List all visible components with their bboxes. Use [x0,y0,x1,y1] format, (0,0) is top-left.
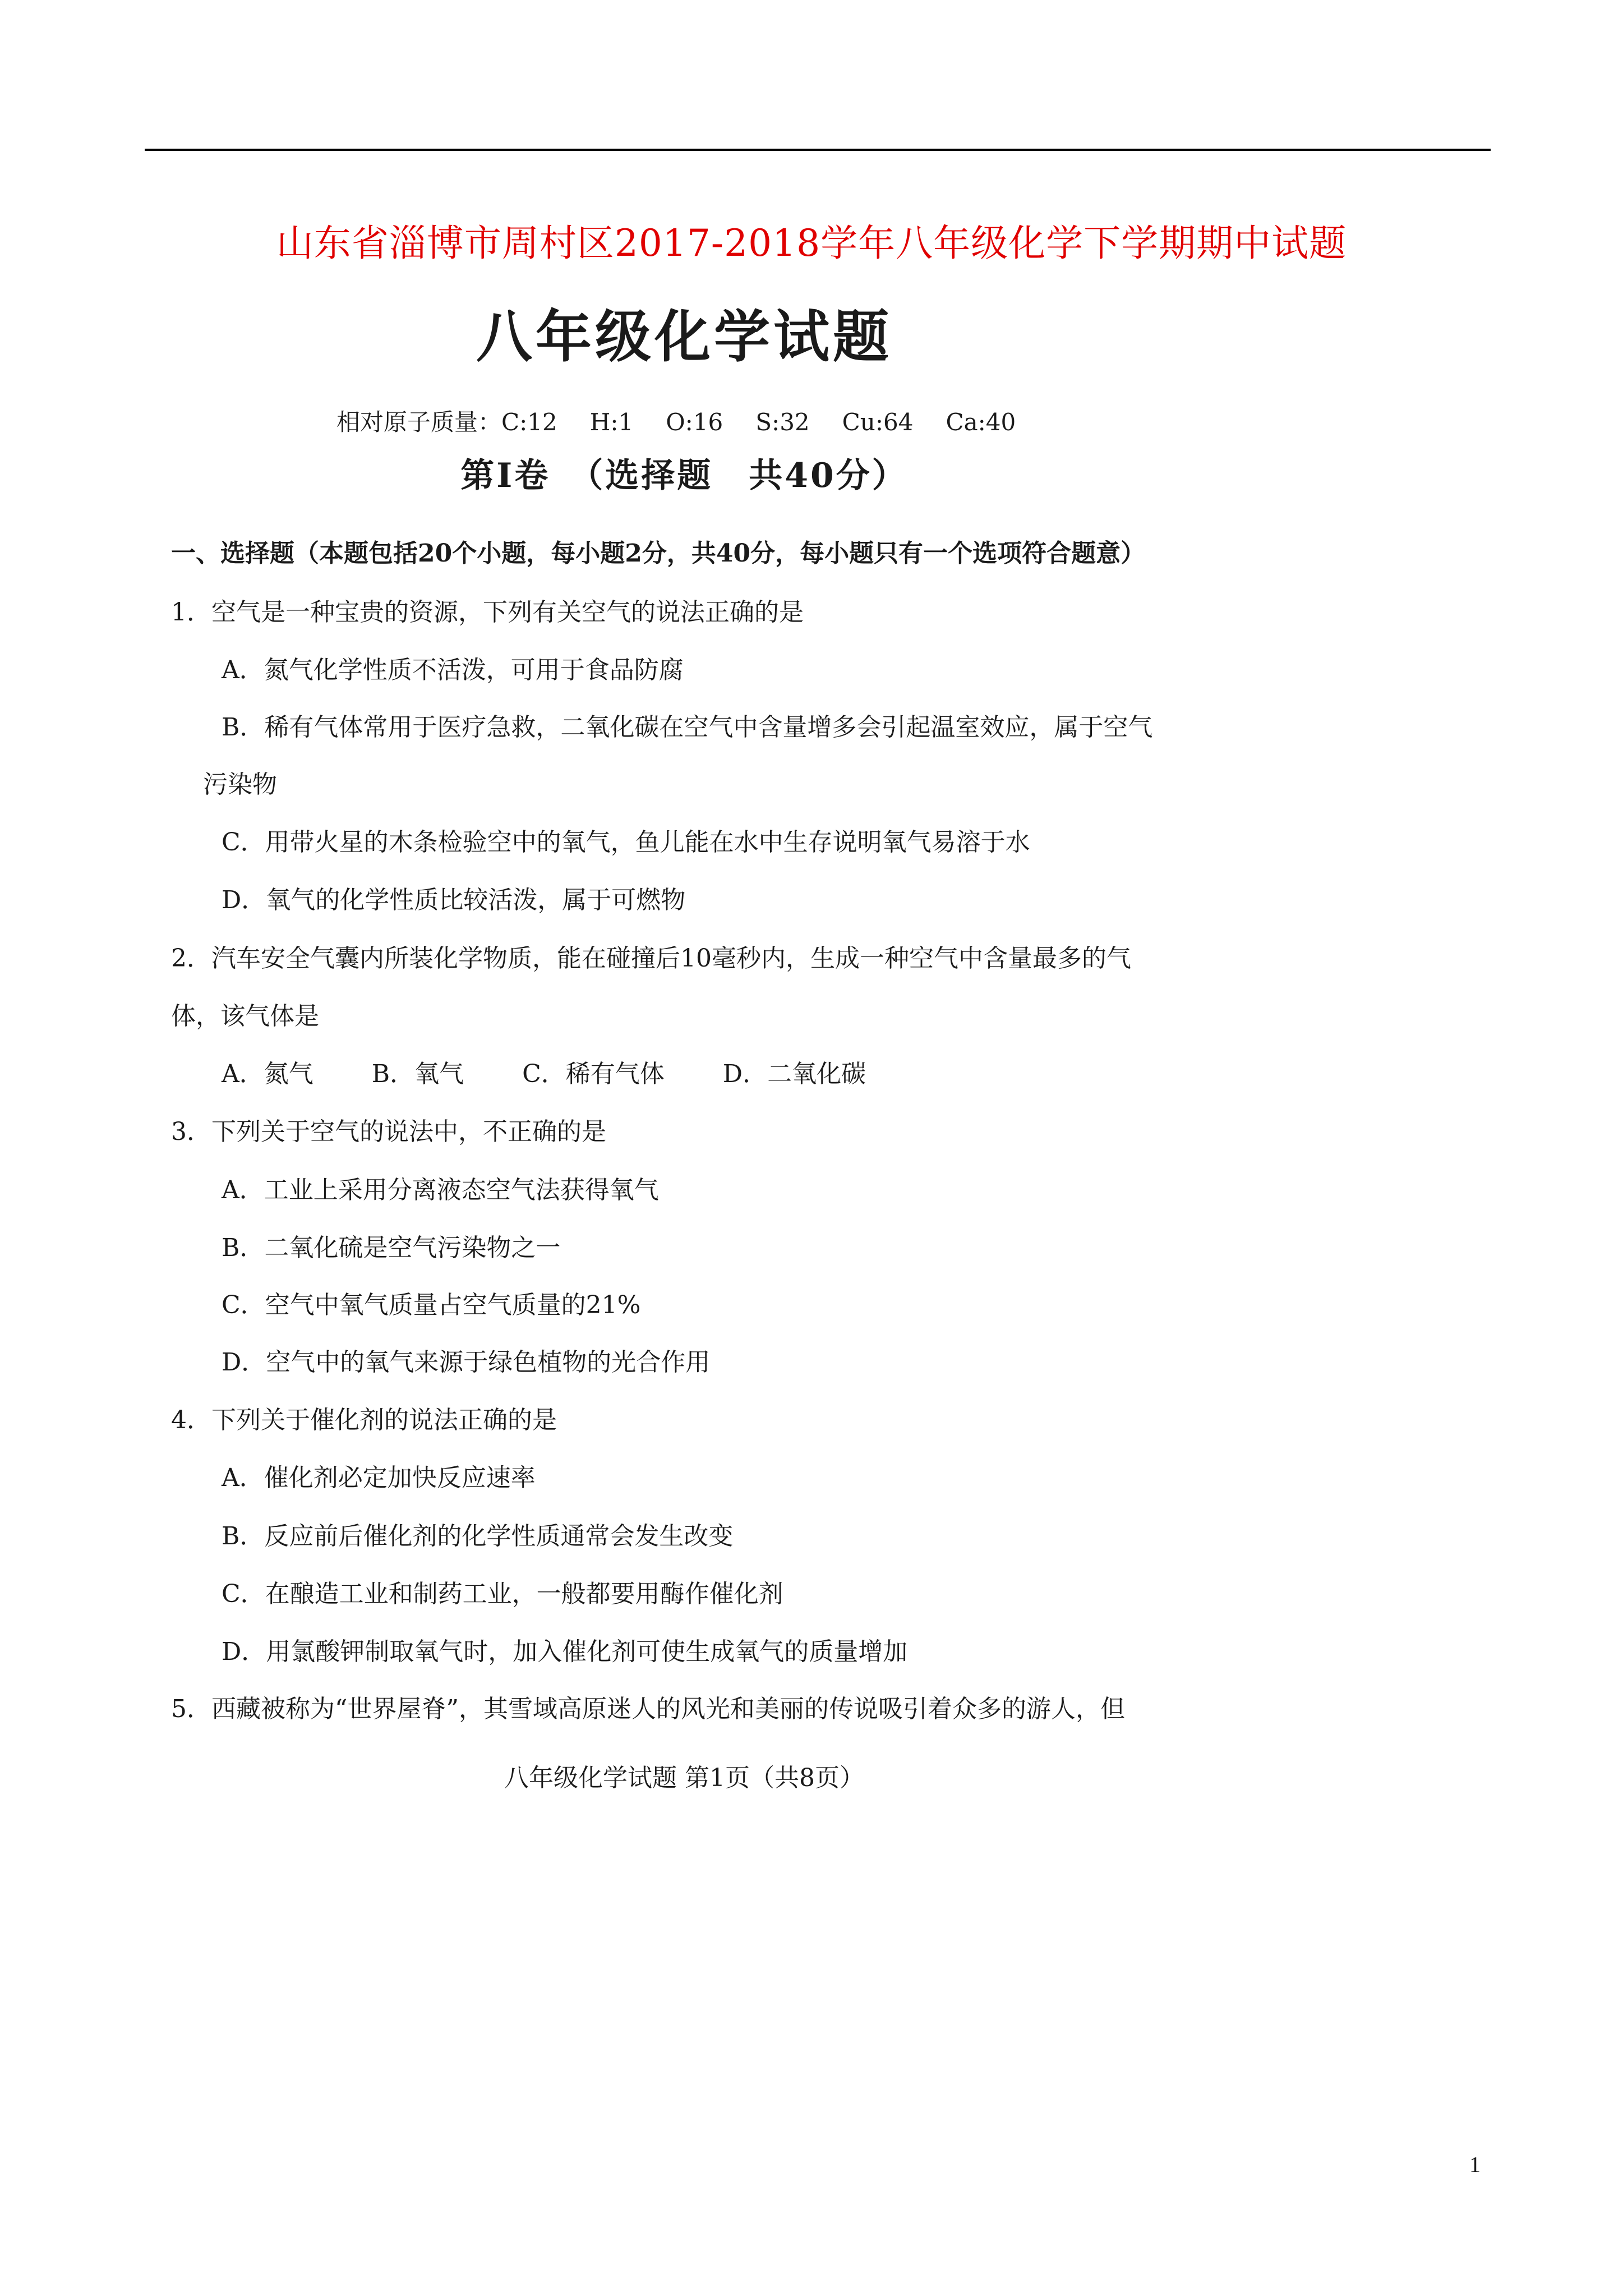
section-instructions: 一、选择题（本题包括20个小题，每小题2分，共40分，每小题只有一个选项符合题意） [171,539,1146,568]
question-4-option-c: C．在酿造工业和制药工业，一般都要用酶作催化剂 [222,1580,783,1608]
section-heading: 第Ⅰ卷 （选择题 共40分） [460,456,908,495]
page-number: 1 [1469,2152,1481,2177]
question-4-stem: 4．下列关于催化剂的说法正确的是 [171,1406,557,1434]
atomic-mass-ca: Ca:40 [946,408,1016,436]
exam-title: 八年级化学试题 [476,303,892,370]
question-3-option-b: B．二氧化硫是空气污染物之一 [222,1234,561,1262]
question-2-option-c: C．稀有气体 [522,1060,665,1088]
question-2-option-b: B．氧气 [371,1060,464,1088]
question-2-stem: 2．汽车安全气囊内所装化学物质，能在碰撞后10毫秒内，生成一种空气中含量最多的气 [171,944,1131,973]
question-1-option-d: D．氧气的化学性质比较活泼，属于可燃物 [222,886,686,914]
atomic-masses [336,404,1048,438]
question-1-stem: 1．空气是一种宝贵的资源，下列有关空气的说法正确的是 [171,598,804,627]
question-3-option-a: A．工业上采用分离液态空气法获得氧气 [222,1176,659,1204]
question-2-option-a: A．氮气 [222,1060,313,1088]
question-1-option-b-cont: 污染物 [203,770,277,799]
question-1-option-c: C．用带火星的木条检验空中的氧气，鱼儿能在水中生存说明氧气易溶于水 [222,828,1030,857]
question-3-stem: 3．下列关于空气的说法中，不正确的是 [171,1117,606,1146]
question-2-option-d: D．二氧化碳 [722,1060,866,1088]
question-1-option-b: B．稀有气体常用于医疗急救，二氧化碳在空气中含量增多会引起温室效应，属于空气 [222,713,1153,742]
atomic-mass-label: 相对原子质量： [336,408,502,436]
question-4-option-b: B．反应前后催化剂的化学性质通常会发生改变 [222,1522,734,1550]
question-4-option-d: D．用氯酸钾制取氧气时，加入催化剂可使生成氧气的质量增加 [222,1637,908,1666]
atomic-mass-c: C:12 [501,408,557,436]
atomic-mass-cu: Cu:64 [842,408,914,436]
atomic-mass-s: S:32 [755,408,810,436]
atomic-mass-o: O:16 [666,408,723,436]
page-footer: 八年级化学试题 第1页（共8页） [504,1764,864,1792]
question-1-option-a: A．氮气化学性质不活泼，可用于食品防腐 [222,656,684,684]
question-3-option-c: C．空气中氧气质量占空气质量的21% [222,1291,641,1319]
question-2-stem-cont: 体，该气体是 [171,1002,319,1030]
question-5-stem: 5．西藏被称为“世界屋脊”，其雪域高原迷人的风光和美丽的传说吸引着众多的游人，但 [171,1695,1125,1723]
atomic-mass-h: H:1 [589,408,634,436]
question-4-option-a: A．催化剂必定加快反应速率 [222,1464,536,1492]
question-2-options [222,1053,924,1089]
question-3-option-d: D．空气中的氧气来源于绿色植物的光合作用 [222,1348,711,1377]
document-title: 山东省淄博市周村区2017-2018学年八年级化学下学期期中试题 [276,222,1347,265]
